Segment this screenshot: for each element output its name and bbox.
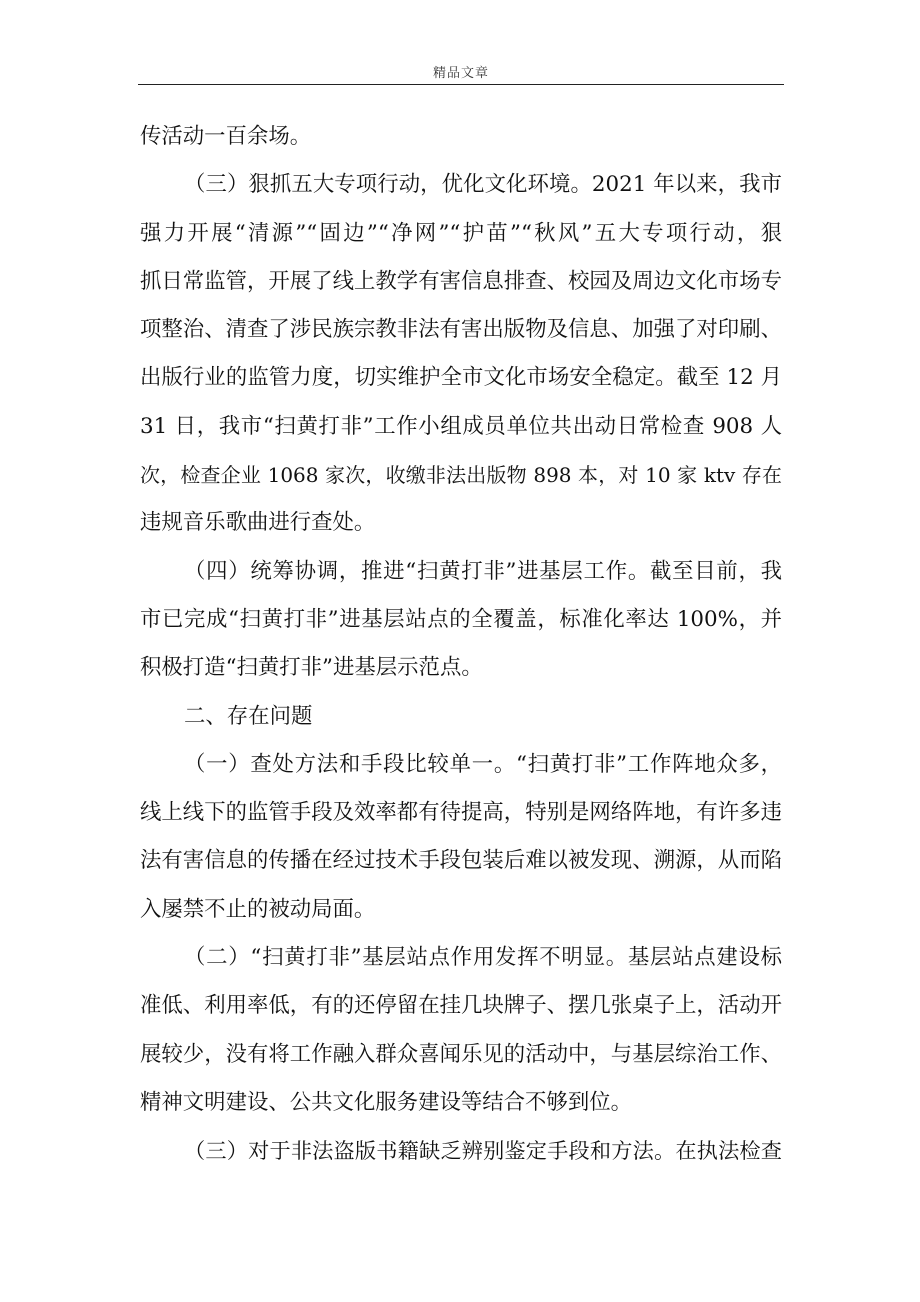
text-line: 违规音乐歌曲进行查处。 (140, 510, 376, 536)
text-line: 31 日，我市“扫黄打非”工作小组成员单位共出动日常检查 908 人 (140, 413, 782, 439)
text-line: 准低、利用率低，有的还停留在挂几块牌子、摆几张桌子上，活动开 (140, 993, 782, 1019)
page-header-title: 精品文章 (432, 66, 489, 81)
text-line: 市已完成“扫黄打非”进基层站点的全覆盖，标准化率达 100%，并 (140, 606, 782, 632)
text-line: 入屡禁不止的被动局面。 (140, 896, 376, 922)
document-body (140, 113, 782, 1176)
text-line: 二、存在问题 (184, 703, 313, 729)
text-line: 项整治、清查了涉民族宗教非法有害出版物及信息、加强了对印刷、 (140, 317, 782, 343)
text-line: 次，检查企业 1068 家次，收缴非法出版物 898 本，对 10 家 ktv 存在 (140, 463, 782, 488)
text-line: 线上线下的监管手段及效率都有待提高，特别是网络阵地，有许多违 (140, 800, 782, 826)
text-line: （一）查处方法和手段比较单一。“扫黄打非”工作阵地众多， (184, 751, 782, 777)
text-line: 出版行业的监管力度，切实维护全市文化市场安全稳定。截至 12 月 (140, 365, 782, 391)
text-line: 展较少，没有将工作融入群众喜闻乐见的活动中，与基层综治工作、 (140, 1041, 782, 1067)
text-line: 强力开展“清源”“固边”“净网”“护苗”“秋风”五大专项行动，狠 (140, 220, 782, 246)
text-line: 积极打造“扫黄打非”进基层示范点。 (140, 655, 483, 681)
text-line: 精神文明建设、公共文化服务建设等结合不够到位。 (140, 1089, 632, 1115)
text-line: （三）对于非法盗版书籍缺乏辨别鉴定手段和方法。在执法检查 (184, 1138, 782, 1164)
text-line: （四）统筹协调，推进“扫黄打非”进基层工作。截至目前，我 (184, 558, 782, 584)
text-line: （二）“扫黄打非”基层站点作用发挥不明显。基层站点建设标 (184, 945, 782, 971)
text-line: 法有害信息的传播在经过技术手段包装后难以被发现、溯源，从而陷 (140, 848, 782, 874)
text-line: 传活动一百余场。 (140, 124, 312, 149)
text-line: 抓日常监管，开展了线上教学有害信息排查、校园及周边文化市场专 (140, 268, 782, 294)
header-divider (138, 84, 784, 85)
text-line: （三）狠抓五大专项行动，优化文化环境。2021 年以来，我市 (184, 172, 782, 198)
